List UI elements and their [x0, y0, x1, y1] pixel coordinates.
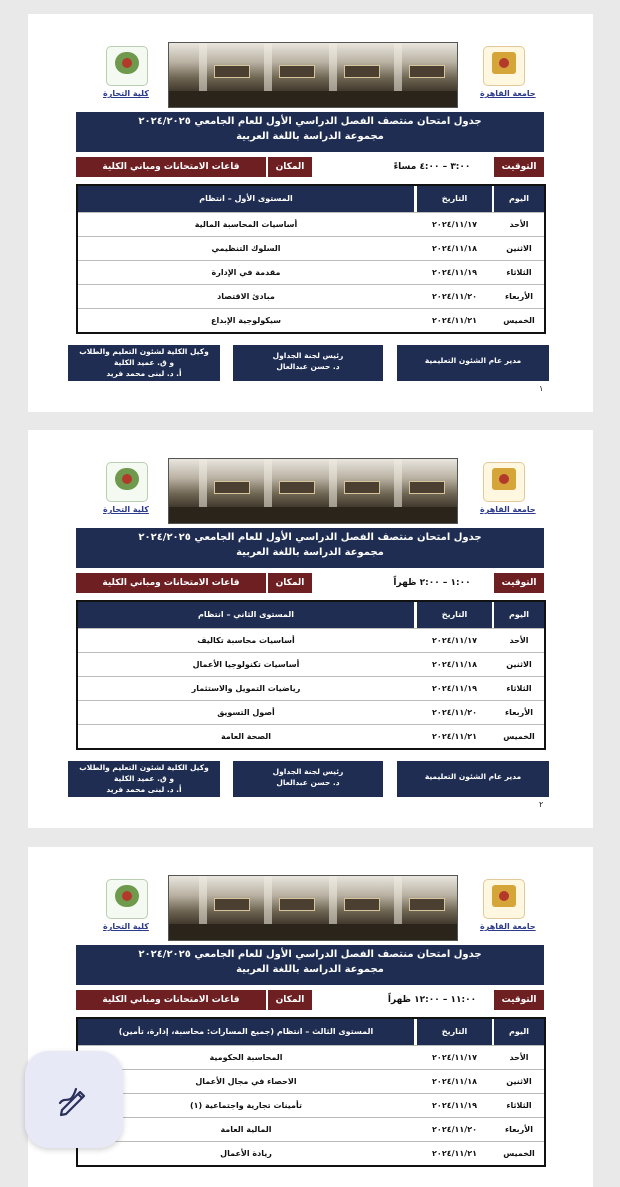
header-day: اليوم — [492, 1019, 544, 1045]
row-date: ٢٠٢٤/١١/١٩ — [432, 684, 477, 693]
signature-title: وكيل الكلية لشئون التعليم والطلاب — [79, 347, 209, 356]
cairo-university-logo — [483, 462, 525, 502]
header-level: المستوى الثالث – انتظام (جميع المسارات: محاسبة، إدارة، تأمين) — [78, 1019, 414, 1045]
table-row — [78, 260, 544, 284]
row-date: ٢٠٢٤/١١/٢٠ — [432, 292, 477, 301]
schedule-title — [76, 945, 544, 985]
time-label: التوقيت — [494, 157, 544, 177]
faculty-name: كلية التجارة — [103, 922, 149, 931]
header-date: التاريخ — [415, 602, 492, 628]
signature-title: مدير عام الشئون التعليمية — [424, 356, 522, 365]
row-date: ٢٠٢٤/١١/١٧ — [432, 220, 477, 229]
row-subject: سيكولوجية الإبداع — [210, 316, 282, 325]
title-line-2: مجموعة الدراسة باللغة العربية — [236, 547, 384, 558]
row-date: ٢٠٢٤/١١/١٧ — [432, 636, 477, 645]
row-day: الاثنين — [506, 244, 532, 253]
row-date: ٢٠٢٤/١١/٢١ — [432, 1149, 477, 1158]
row-date: ٢٠٢٤/١١/٢٠ — [432, 1125, 477, 1134]
row-subject: تأمينات تجارية واجتماعية (١) — [189, 1101, 303, 1110]
row-day: الأربعاء — [505, 1125, 533, 1134]
row-subject: الاحصاء في مجال الأعمال — [195, 1077, 297, 1086]
table-row — [78, 724, 544, 748]
row-subject: السلوك التنظيمي — [211, 244, 281, 253]
table-row — [78, 652, 544, 676]
table-header-row — [78, 186, 544, 212]
row-date: ٢٠٢٤/١١/٢١ — [432, 732, 477, 741]
table-row — [78, 308, 544, 332]
signature-box-academic-affairs — [397, 761, 549, 797]
table-row — [78, 1141, 544, 1165]
time-value: ١:٠٠ – ٢:٠٠ ظهراً — [393, 578, 471, 588]
row-subject: أساسيات المحاسبة المالية — [194, 220, 298, 229]
faculty-building-photo — [168, 458, 458, 524]
signature-name: د. حسن عبدالعال — [276, 778, 340, 787]
row-date: ٢٠٢٤/١١/١٩ — [432, 1101, 477, 1110]
exam-table — [76, 184, 546, 334]
row-subject: أصول التسويق — [217, 708, 275, 717]
place-label: المكان — [268, 157, 312, 177]
header-day: اليوم — [492, 186, 544, 212]
university-name: جامعة القاهرة — [480, 89, 536, 98]
row-date: ٢٠٢٤/١١/١٨ — [432, 1077, 477, 1086]
signature-title: رئيس لجنة الجداول — [272, 767, 344, 776]
row-day: الخميس — [503, 1149, 535, 1158]
signature-title: وكيل الكلية لشئون التعليم والطلاب — [79, 763, 209, 772]
time-label: التوقيت — [494, 990, 544, 1010]
faculty-name: كلية التجارة — [103, 505, 149, 514]
title-line-1: جدول امتحان منتصف الفصل الدراسي الأول للعام الجامعي ٢٠٢٤/٢٠٢٥ — [138, 532, 482, 543]
signature-box-academic-affairs — [397, 345, 549, 381]
signature-box-vice-dean — [68, 345, 220, 381]
row-subject: أساسيات تكنولوجيا الأعمال — [192, 660, 300, 669]
row-subject: أساسيات محاسبة تكاليف — [197, 636, 295, 645]
exam-table — [76, 600, 546, 750]
place-label: المكان — [268, 990, 312, 1010]
row-day: الثلاثاء — [506, 1101, 532, 1110]
time-label: التوقيت — [494, 573, 544, 593]
row-subject: رياضيات التمويل والاستثمار — [191, 684, 301, 693]
row-subject: الصحة العامة — [220, 732, 272, 741]
signature-name: د. حسن عبدالعال — [276, 362, 340, 371]
row-date: ٢٠٢٤/١١/١٩ — [432, 268, 477, 277]
page-header — [28, 14, 593, 114]
page-number: ٢ — [539, 800, 544, 809]
table-row — [78, 236, 544, 260]
table-row — [78, 284, 544, 308]
pen-edit-icon — [56, 1081, 92, 1117]
signature-name: أ. د. لبنى محمد فريد — [106, 369, 182, 378]
title-line-2: مجموعة الدراسة باللغة العربية — [236, 131, 384, 142]
signature-box-vice-dean — [68, 761, 220, 797]
table-row — [78, 628, 544, 652]
header-level: المستوى الثاني – انتظام — [78, 602, 414, 628]
row-day: الأربعاء — [505, 708, 533, 717]
page-header — [28, 847, 593, 947]
signature-name: أ. د. لبنى محمد فريد — [106, 785, 182, 794]
time-value: ١١:٠٠ – ١٢:٠٠ ظهراً — [387, 995, 477, 1005]
row-subject: مبادئ الاقتصاد — [217, 292, 275, 301]
row-day: الاثنين — [506, 660, 532, 669]
place-value: قاعات الامتحانات ومباني الكلية — [76, 157, 266, 177]
time-place-row — [76, 990, 544, 1010]
exam-table — [76, 1017, 546, 1167]
schedule-title — [76, 112, 544, 152]
document-page-1 — [28, 14, 593, 412]
row-subject: المالية العامة — [220, 1125, 272, 1134]
row-date: ٢٠٢٤/١١/٢١ — [432, 316, 477, 325]
row-day: الثلاثاء — [506, 684, 532, 693]
table-row — [78, 212, 544, 236]
table-row — [78, 700, 544, 724]
row-date: ٢٠٢٤/١١/١٨ — [432, 244, 477, 253]
schedule-title — [76, 528, 544, 568]
row-subject: مقدمة في الإدارة — [211, 268, 281, 277]
row-date: ٢٠٢٤/١١/٢٠ — [432, 708, 477, 717]
row-date: ٢٠٢٤/١١/١٨ — [432, 660, 477, 669]
faculty-of-commerce-logo — [106, 879, 148, 919]
table-row — [78, 1093, 544, 1117]
row-day: الأربعاء — [505, 292, 533, 301]
university-name: جامعة القاهرة — [480, 922, 536, 931]
page-header — [28, 430, 593, 530]
title-line-1: جدول امتحان منتصف الفصل الدراسي الأول للعام الجامعي ٢٠٢٤/٢٠٢٥ — [138, 116, 482, 127]
header-date: التاريخ — [415, 1019, 492, 1045]
time-value: ٣:٠٠ – ٤:٠٠ مساءً — [393, 162, 471, 172]
time-place-row — [76, 573, 544, 593]
place-label: المكان — [268, 573, 312, 593]
row-day: الأحد — [509, 220, 529, 229]
cairo-university-logo — [483, 879, 525, 919]
document-page-2 — [28, 430, 593, 828]
row-day: الاثنين — [506, 1077, 532, 1086]
time-place-row — [76, 157, 544, 177]
cairo-university-logo — [483, 46, 525, 86]
faculty-name: كلية التجارة — [103, 89, 149, 98]
faculty-building-photo — [168, 42, 458, 108]
table-header-row — [78, 602, 544, 628]
page-number: ١ — [539, 384, 544, 393]
signature-box-schedules-committee — [233, 761, 383, 797]
table-row — [78, 1045, 544, 1069]
row-day: الأحد — [509, 636, 529, 645]
signature-box-schedules-committee — [233, 345, 383, 381]
row-subject: المحاسبة الحكومية — [209, 1053, 283, 1062]
row-subject: ريادة الأعمال — [220, 1149, 272, 1158]
table-row — [78, 1117, 544, 1141]
place-value: قاعات الامتحانات ومباني الكلية — [76, 573, 266, 593]
place-value: قاعات الامتحانات ومباني الكلية — [76, 990, 266, 1010]
header-date: التاريخ — [415, 186, 492, 212]
row-day: الثلاثاء — [506, 268, 532, 277]
header-level: المستوى الأول – انتظام — [78, 186, 414, 212]
signature-subtitle: و ق. عميد الكلية — [113, 358, 174, 367]
table-header-row — [78, 1019, 544, 1045]
faculty-building-photo — [168, 875, 458, 941]
header-day: اليوم — [492, 602, 544, 628]
table-row — [78, 1069, 544, 1093]
university-name: جامعة القاهرة — [480, 505, 536, 514]
signature-subtitle: و ق. عميد الكلية — [113, 774, 174, 783]
faculty-of-commerce-logo — [106, 462, 148, 502]
table-row — [78, 676, 544, 700]
edit-fab-button[interactable] — [25, 1051, 123, 1148]
row-day: الأحد — [509, 1053, 529, 1062]
row-day: الخميس — [503, 316, 535, 325]
title-line-1: جدول امتحان منتصف الفصل الدراسي الأول للعام الجامعي ٢٠٢٤/٢٠٢٥ — [138, 949, 482, 960]
title-line-2: مجموعة الدراسة باللغة العربية — [236, 964, 384, 975]
faculty-of-commerce-logo — [106, 46, 148, 86]
row-date: ٢٠٢٤/١١/١٧ — [432, 1053, 477, 1062]
signature-title: مدير عام الشئون التعليمية — [424, 772, 522, 781]
signature-title: رئيس لجنة الجداول — [272, 351, 344, 360]
row-day: الخميس — [503, 732, 535, 741]
